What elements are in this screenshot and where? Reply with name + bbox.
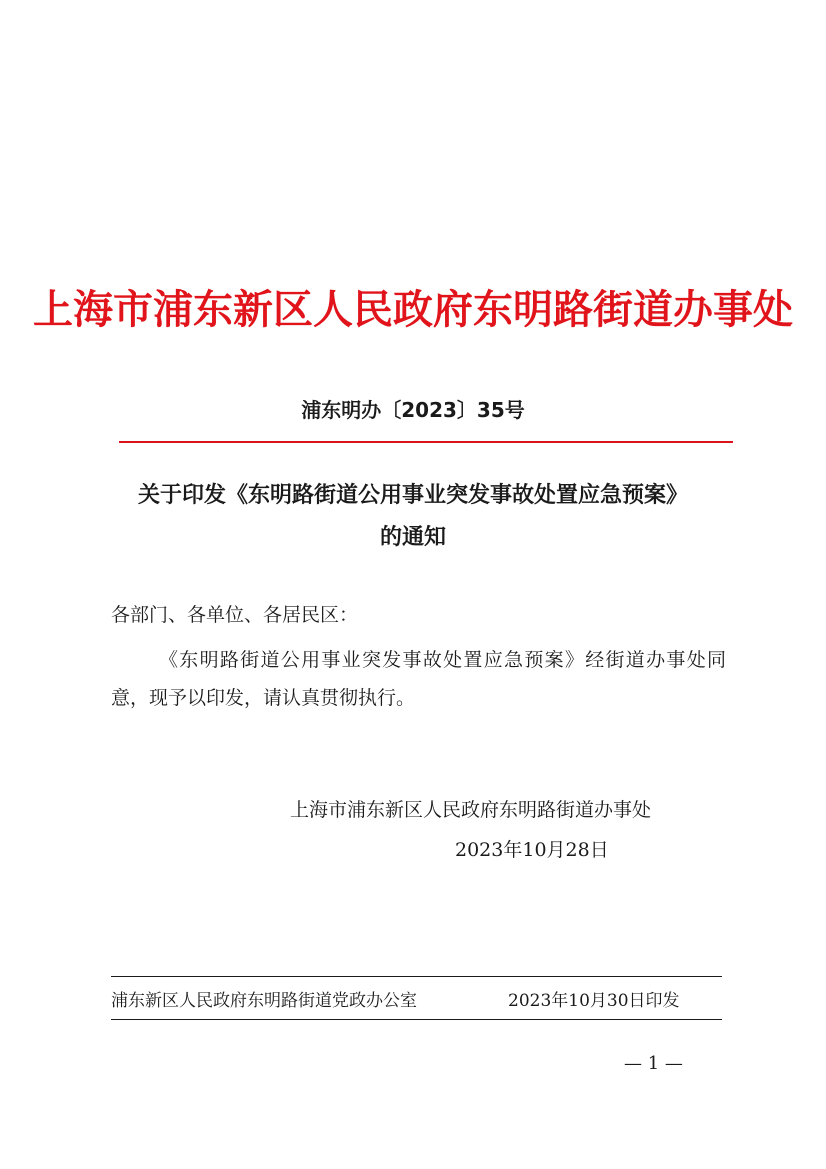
signature-issuer: 上海市浦东新区人民政府东明路街道办事处 xyxy=(290,799,652,821)
red-separator-line xyxy=(119,441,733,443)
document-number: 浦东明办〔2023〕35号 xyxy=(301,398,525,422)
footer-office: 浦东新区人民政府东明路街道党政办公室 xyxy=(111,991,417,1011)
body-paragraph: 《东明路街道公用事业突发事故处置应急预案》经街道办事处同意，现予以印发，请认真贯彻执行。 xyxy=(111,649,726,709)
footer-bottom-rule xyxy=(111,1019,722,1020)
footer-print-date: 2023年10月30日印发 xyxy=(508,991,680,1011)
signature-date: 2023年10月28日 xyxy=(455,839,609,861)
issuer-header-title: 上海市浦东新区人民政府东明路街道办事处 xyxy=(33,286,793,333)
notice-title-line-2: 的通知 xyxy=(379,524,446,550)
salutation: 各部门、各单位、各居民区： xyxy=(111,604,359,626)
footer-top-rule xyxy=(111,976,722,977)
notice-title xyxy=(0,474,826,558)
notice-title-line-1: 关于印发《东明路街道公用事业突发事故处置应急预案》 xyxy=(137,482,688,508)
page-number: — 1 — xyxy=(624,1053,683,1074)
